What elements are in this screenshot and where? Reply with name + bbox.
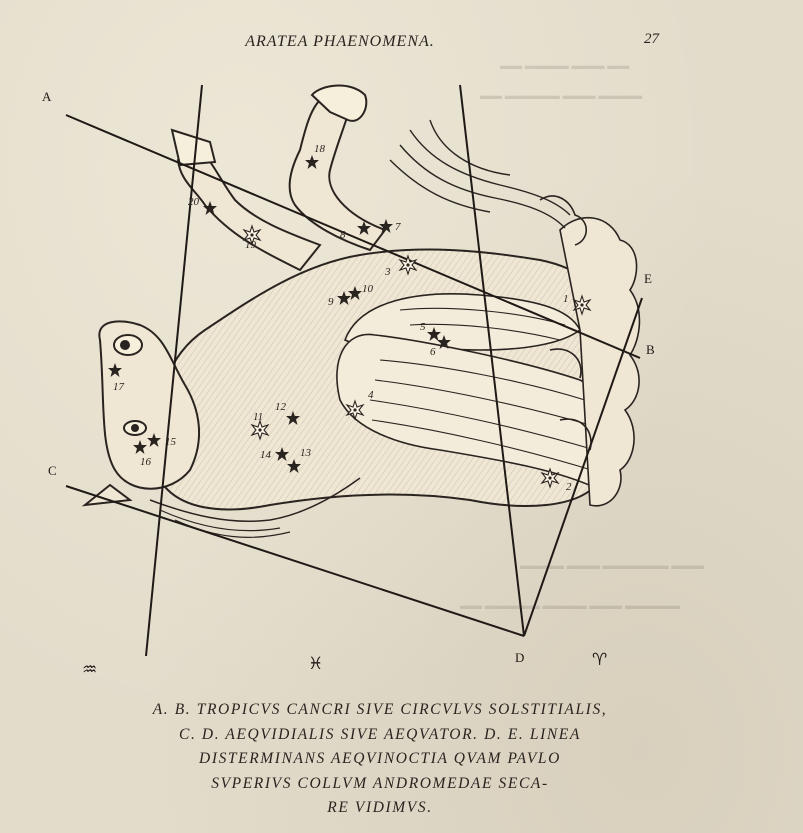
star-label: 1 xyxy=(563,293,569,305)
caption-line: A. B. TROPICVS CANCRI SIVE CIRCVLVS SOLSTITIALIS, xyxy=(152,701,608,718)
star-label: 12 xyxy=(275,401,286,413)
star-label: 7 xyxy=(395,221,401,233)
page-number: 27 xyxy=(644,31,659,47)
caption-line: DISTERMINANS AEQVINOCTIA QVAM PAVLO xyxy=(199,750,561,767)
star-label: 16 xyxy=(140,456,151,468)
figure-caption xyxy=(60,698,700,821)
star-label: 13 xyxy=(300,447,311,459)
bleed-through-texture: ▬▬▬▬▬ ▬▬▬ ▬▬▬▬ ▬▬▬▬▬ ▬▬ xyxy=(460,600,680,612)
running-title: ARATEA PHAENOMENA. xyxy=(245,33,435,50)
star-label: 9 xyxy=(328,296,334,308)
star-label: 2 xyxy=(566,481,572,493)
aries-glyph: ♈ xyxy=(592,650,608,670)
star-label: 6 xyxy=(430,346,436,358)
star-label: 4 xyxy=(368,389,374,401)
caption-line: RE VIDIMVS. xyxy=(327,799,433,816)
star-label: 11 xyxy=(253,411,264,423)
star-label: 14 xyxy=(260,449,271,461)
star-label: 19 xyxy=(245,239,256,251)
bleed-through-texture: ▬▬ ▬▬▬ ▬▬▬▬ ▬▬ xyxy=(500,60,630,72)
star-label: 10 xyxy=(362,283,373,295)
label-b: B xyxy=(646,342,655,357)
caption-line: SVPERIVS COLLVM ANDROMEDAE SECA- xyxy=(211,774,549,792)
bleed-through-texture: ▬▬▬▬ ▬▬▬ ▬▬▬▬▬ ▬▬ xyxy=(480,90,643,102)
star-label: 8 xyxy=(340,229,346,241)
mane-streamers xyxy=(390,120,570,228)
star-label: 3 xyxy=(385,266,391,278)
pisces-glyph: ♓ xyxy=(308,654,324,674)
star-label: 5 xyxy=(420,321,426,333)
zodiac-glyphs xyxy=(82,650,607,680)
caption-line: C. D. AEQVIDIALIS SIVE AEQVATOR. D. E. LINEA xyxy=(179,725,581,743)
star-label: 18 xyxy=(314,143,325,155)
label-e: E xyxy=(644,271,652,286)
star-label: 17 xyxy=(113,381,124,393)
aquarius-glyph: ♒ xyxy=(82,660,98,680)
label-a: A xyxy=(42,89,52,104)
label-d: D xyxy=(515,650,525,665)
line-c-d xyxy=(66,486,524,636)
star-label: 15 xyxy=(165,436,176,448)
bleed-through-texture: ▬▬▬ ▬▬▬▬▬▬ ▬▬▬ ▬▬▬▬ xyxy=(520,560,705,572)
label-c: C xyxy=(48,463,57,478)
star-label: 20 xyxy=(188,196,199,208)
